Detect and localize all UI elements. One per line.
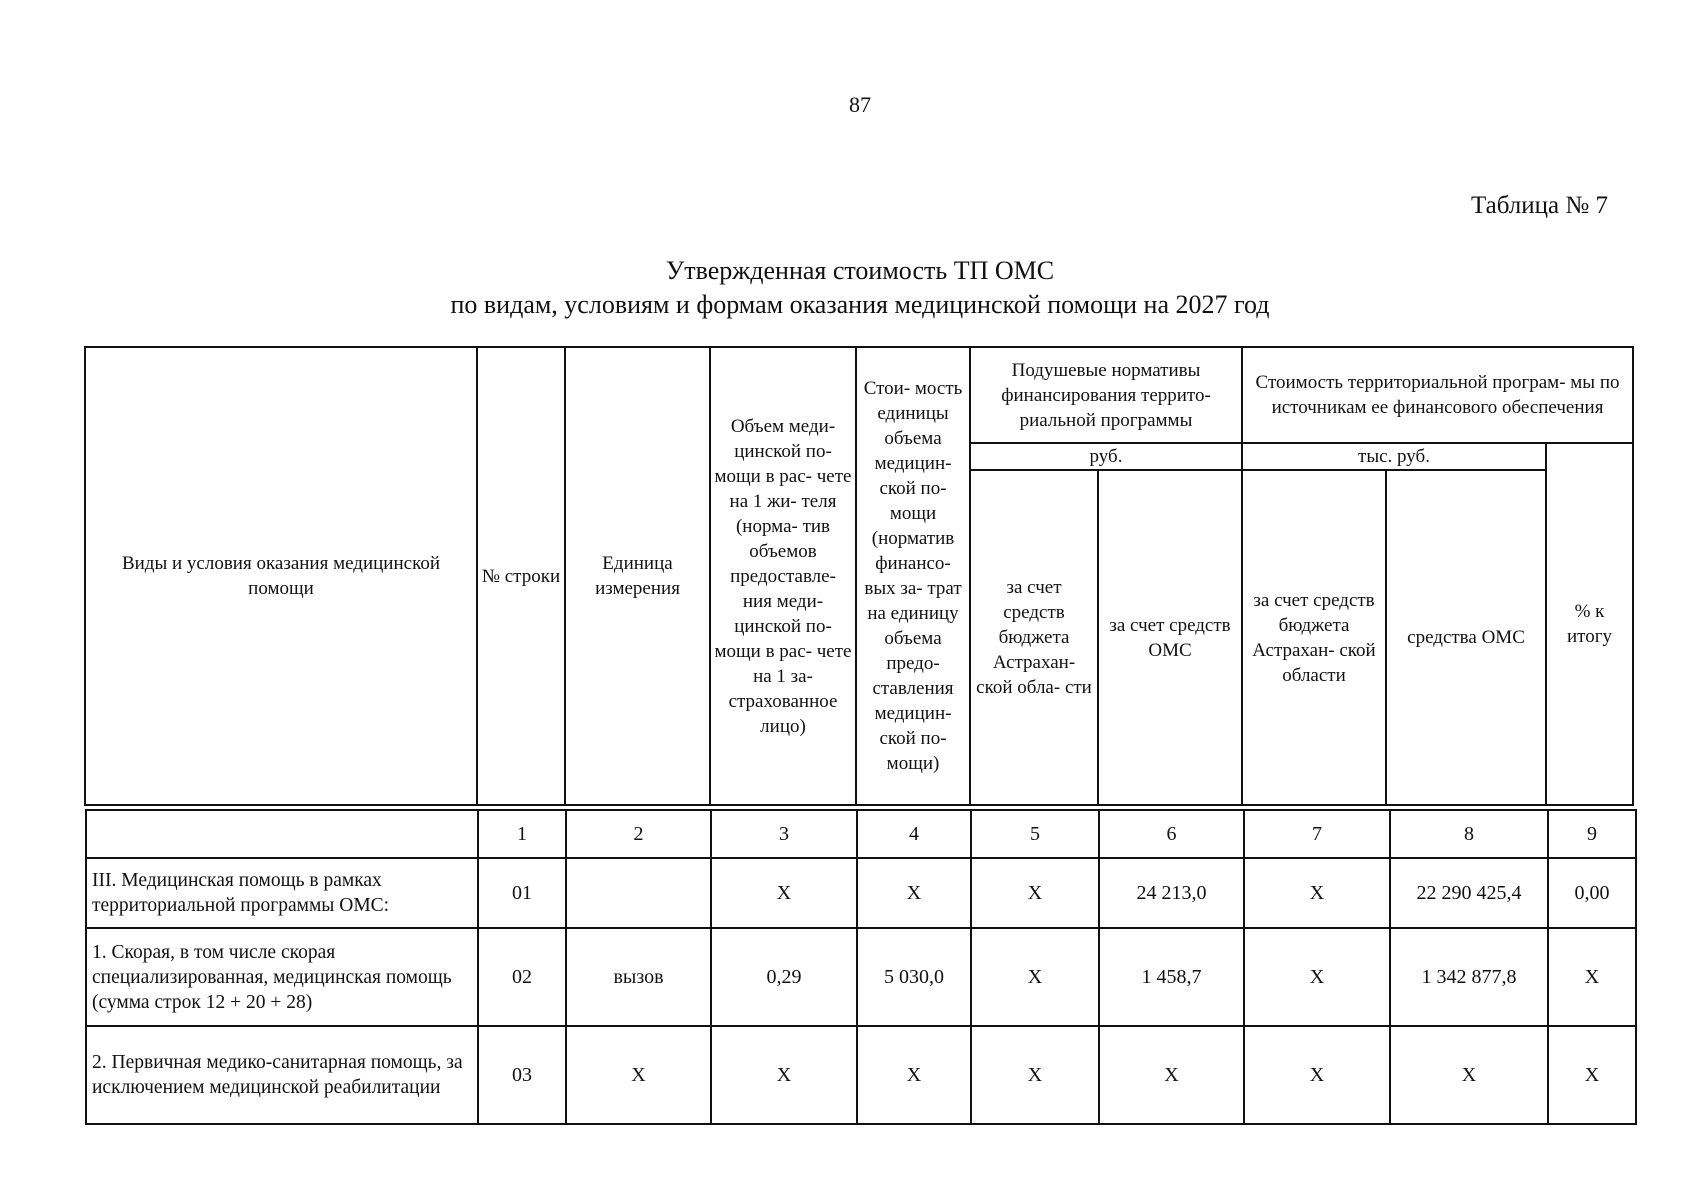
- header-group-stoim: Стоимость территориальной програм- мы по источникам ее финансового обеспечения: [1242, 347, 1633, 443]
- table-cell: вызов: [566, 928, 711, 1026]
- column-number: 2: [566, 810, 711, 858]
- table-caption: Таблица № 7: [1470, 192, 1608, 219]
- table-cell: [566, 858, 711, 928]
- table-cell: 0,00: [1548, 858, 1636, 928]
- table-row: [86, 1026, 1636, 1124]
- table-cell: X: [971, 858, 1099, 928]
- table-cell: X: [711, 858, 857, 928]
- table-cell: 24 213,0: [1099, 858, 1244, 928]
- table-cell: X: [971, 1026, 1099, 1124]
- page-number: 87: [849, 92, 871, 117]
- header-unit-rub: руб.: [970, 443, 1242, 470]
- header-cost: Стои- мость единицы объема медицин- ской по- мощи (норматив финансо- вых за- трат на единицу объема предо- ставления медицин- ской по- мощи): [856, 347, 970, 805]
- header-group-podush: Подушевые нормативы финансирования террито- риальной программы: [970, 347, 1242, 443]
- column-number: 5: [971, 810, 1099, 858]
- header-unit: Единица измерения: [565, 347, 710, 805]
- row-name: 1. Скорая, в том числе скорая специализированная, медицинская помощь (сумма строк 12 + 20 + 28): [86, 928, 478, 1026]
- header-nomer: № строки: [477, 347, 565, 805]
- table-cell: X: [1244, 1026, 1390, 1124]
- table-cell: 1 458,7: [1099, 928, 1244, 1026]
- table-cell: 03: [478, 1026, 566, 1124]
- column-number: 6: [1099, 810, 1244, 858]
- table-cell: X: [1244, 928, 1390, 1026]
- header-vid: Виды и условия оказания медицинской помощи: [85, 347, 477, 805]
- title-line-2: по видам, условиям и формам оказания медицинской помощи на 2027 год: [450, 290, 1270, 319]
- column-number: 1: [478, 810, 566, 858]
- title-line-1: Утвержденная стоимость ТП ОМС: [665, 256, 1055, 285]
- table-cell: X: [857, 1026, 971, 1124]
- header-unit-thous: тыс. руб.: [1242, 443, 1546, 470]
- header-volume: Объем меди- цинской по- мощи в рас- чете на 1 жи- теля (норма- тив объемов предоставле- ния меди- цинской по- мощи в рас- чете на 1 за- страхованное лицо): [710, 347, 856, 805]
- column-number: 9: [1548, 810, 1636, 858]
- table-cell: X: [1548, 928, 1636, 1026]
- document-title: [0, 254, 1700, 322]
- header-col7: за счет средств бюджета Астрахан- ской области: [1242, 470, 1386, 805]
- table-cell: 5 030,0: [857, 928, 971, 1026]
- column-number: 3: [711, 810, 857, 858]
- table-cell: 22 290 425,4: [1390, 858, 1548, 928]
- table-row: [86, 858, 1636, 928]
- column-number: 7: [1244, 810, 1390, 858]
- table-body: [85, 809, 1637, 1125]
- table-cell: X: [1099, 1026, 1244, 1124]
- header-col6: за счет средств ОМС: [1098, 470, 1242, 805]
- table-cell: X: [971, 928, 1099, 1026]
- table-cell: 1 342 877,8: [1390, 928, 1548, 1026]
- table-cell: X: [566, 1026, 711, 1124]
- table-cell: X: [1548, 1026, 1636, 1124]
- table-cell: X: [1390, 1026, 1548, 1124]
- header-col8: средства ОМС: [1386, 470, 1546, 805]
- table-header: [84, 346, 1634, 806]
- table-cell: 0,29: [711, 928, 857, 1026]
- column-number: [86, 810, 478, 858]
- column-number-row: [86, 810, 1636, 858]
- table-cell: 02: [478, 928, 566, 1026]
- table-cell: 01: [478, 858, 566, 928]
- table-cell: X: [1244, 858, 1390, 928]
- column-number: 8: [1390, 810, 1548, 858]
- table-row: [86, 928, 1636, 1026]
- header-col5: за счет средств бюджета Астрахан- ской обла- сти: [970, 470, 1098, 805]
- table-cell: X: [857, 858, 971, 928]
- row-name: III. Медицинская помощь в рамках территориальной программы ОМС:: [86, 858, 478, 928]
- table-cell: X: [711, 1026, 857, 1124]
- header-col9: % к итогу: [1546, 443, 1633, 805]
- column-number: 4: [857, 810, 971, 858]
- row-name: 2. Первичная медико-санитарная помощь, за исключением медицинской реабилитации: [86, 1026, 478, 1124]
